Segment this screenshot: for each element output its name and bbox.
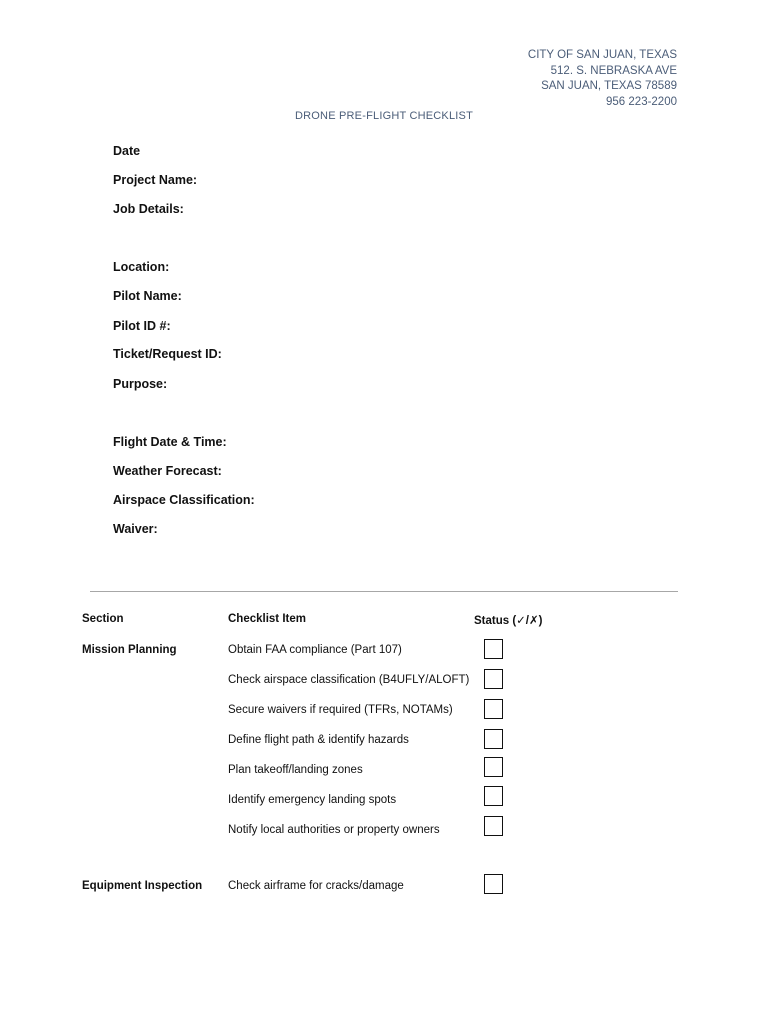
- field-location: Location:: [113, 260, 170, 274]
- checklist-item: Check airspace classification (B4UFLY/ALOFT): [228, 674, 470, 686]
- status-checkbox[interactable]: [484, 757, 503, 777]
- header-status: Status (✓/✗): [474, 615, 543, 627]
- checklist-item: Check airframe for cracks/damage: [228, 880, 404, 892]
- letterhead-city: CITY OF SAN JUAN, TEXAS: [527, 49, 677, 61]
- section-equipment-inspection: Equipment Inspection: [82, 880, 203, 892]
- field-ticket-request-id: Ticket/Request ID:: [113, 347, 222, 361]
- field-waiver: Waiver:: [113, 522, 158, 536]
- field-flight-date-time: Flight Date & Time:: [113, 435, 227, 449]
- status-checkbox[interactable]: [484, 639, 503, 659]
- header-section: Section: [82, 613, 124, 625]
- status-checkbox[interactable]: [484, 669, 503, 689]
- checklist-item: Notify local authorities or property owners: [228, 824, 440, 836]
- field-airspace-classification: Airspace Classification:: [113, 493, 255, 507]
- header-checklist-item: Checklist Item: [228, 613, 306, 625]
- field-pilot-name: Pilot Name:: [113, 289, 182, 303]
- letterhead-city-state-zip: SAN JUAN, TEXAS 78589: [541, 80, 677, 92]
- status-checkbox[interactable]: [484, 874, 503, 894]
- status-checkbox[interactable]: [484, 729, 503, 749]
- letterhead: [528, 48, 677, 110]
- status-checkbox[interactable]: [484, 699, 503, 719]
- document-title: DRONE PRE-FLIGHT CHECKLIST: [295, 110, 473, 122]
- checklist-item: Define flight path & identify hazards: [228, 734, 409, 746]
- checklist-item: Secure waivers if required (TFRs, NOTAMs): [228, 704, 453, 716]
- status-checkbox[interactable]: [484, 786, 503, 806]
- checklist-item: Identify emergency landing spots: [228, 794, 397, 806]
- field-pilot-id: Pilot ID #:: [113, 319, 171, 333]
- checklist-item: Obtain FAA compliance (Part 107): [228, 644, 402, 656]
- field-job-details: Job Details:: [113, 202, 184, 216]
- checklist-item: Plan takeoff/landing zones: [228, 764, 363, 776]
- field-purpose: Purpose:: [113, 377, 168, 391]
- field-date: Date: [113, 144, 141, 158]
- section-divider: [90, 591, 678, 592]
- field-weather-forecast: Weather Forecast:: [113, 464, 222, 478]
- section-mission-planning: Mission Planning: [82, 644, 177, 656]
- status-checkbox[interactable]: [484, 816, 503, 836]
- letterhead-phone: 956 223-2200: [606, 95, 677, 108]
- field-project-name: Project Name:: [113, 173, 198, 187]
- letterhead-street: 512. S. NEBRASKA AVE: [550, 64, 677, 77]
